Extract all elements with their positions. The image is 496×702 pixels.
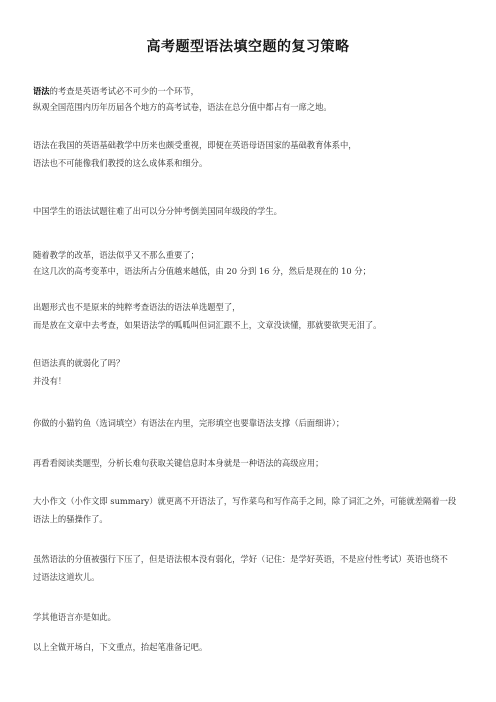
paragraph-line: 出题形式也不是原来的纯粹考查语法的语法单选题型了， bbox=[33, 302, 241, 312]
paragraph-line: 以上全做开场白，下文重点，抬起笔准备记吧。 bbox=[33, 642, 208, 652]
paragraph-line: 大小作文（小作文即 summary）就更离不开语法了，写作菜鸟和写作高手之间，除了词汇之外，可能就差隔着一段 bbox=[33, 496, 457, 506]
paragraph-line: 过语法这道坎儿。 bbox=[33, 572, 100, 582]
paragraph-line: 而是放在文章中去考查，如果语法学的呱呱叫但词汇跟不上，文章没读懂，那就要欲哭无泪了。 bbox=[33, 320, 382, 330]
line-text: 的考查是英语考试必不可少的一个环节， bbox=[49, 86, 199, 96]
paragraph-line: 语法上的骚操作了。 bbox=[33, 514, 108, 524]
paragraph-line: 语法也不可能像我们教授的这么成体系和细分。 bbox=[33, 158, 208, 168]
paragraph-line: 并没有！ bbox=[33, 376, 67, 386]
paragraph-line: 纵观全国范围内历年历届各个地方的高考试卷，语法在总分值中都占有一席之地。 bbox=[33, 102, 332, 112]
paragraph-line: 中国学生的语法试题往难了出可以分分钟考倒美国同年级段的学生。 bbox=[33, 206, 282, 216]
paragraph-line: 但语法真的就弱化了吗？ bbox=[33, 358, 125, 368]
paragraph-line: 随着教学的改革，语法似乎又不那么重要了； bbox=[33, 250, 199, 260]
paragraph-line: 语法在我国的英语基础教学中历来也颇受重视，即便在英语母语国家的基础教育体系中， bbox=[33, 140, 357, 150]
bold-lead-text: 语法 bbox=[33, 86, 50, 96]
paragraph-line: 你做的小猫钓鱼（选词填空）有语法在内里，完形填空也要靠语法支撑（后面细讲）； bbox=[33, 418, 345, 428]
paragraph-line bbox=[33, 86, 473, 97]
document-title: 高考题型语法填空题的复习策略 bbox=[146, 39, 350, 55]
paragraph-line: 学其他语言亦是如此。 bbox=[33, 612, 116, 622]
paragraph-line: 虽然语法的分值被强行下压了，但是语法根本没有弱化，学好（记住：是学好英语，不是应付性考试）英语也绕不 bbox=[33, 554, 448, 564]
paragraph-line: 再看看阅读类题型，分析长难句获取关键信息时本身就是一种语法的高级应用； bbox=[33, 458, 324, 468]
paragraph-line: 在这几次的高考变革中，语法所占分值越来越低，由 20 分到 16 分，然后是现在的 10 分； bbox=[33, 266, 371, 276]
